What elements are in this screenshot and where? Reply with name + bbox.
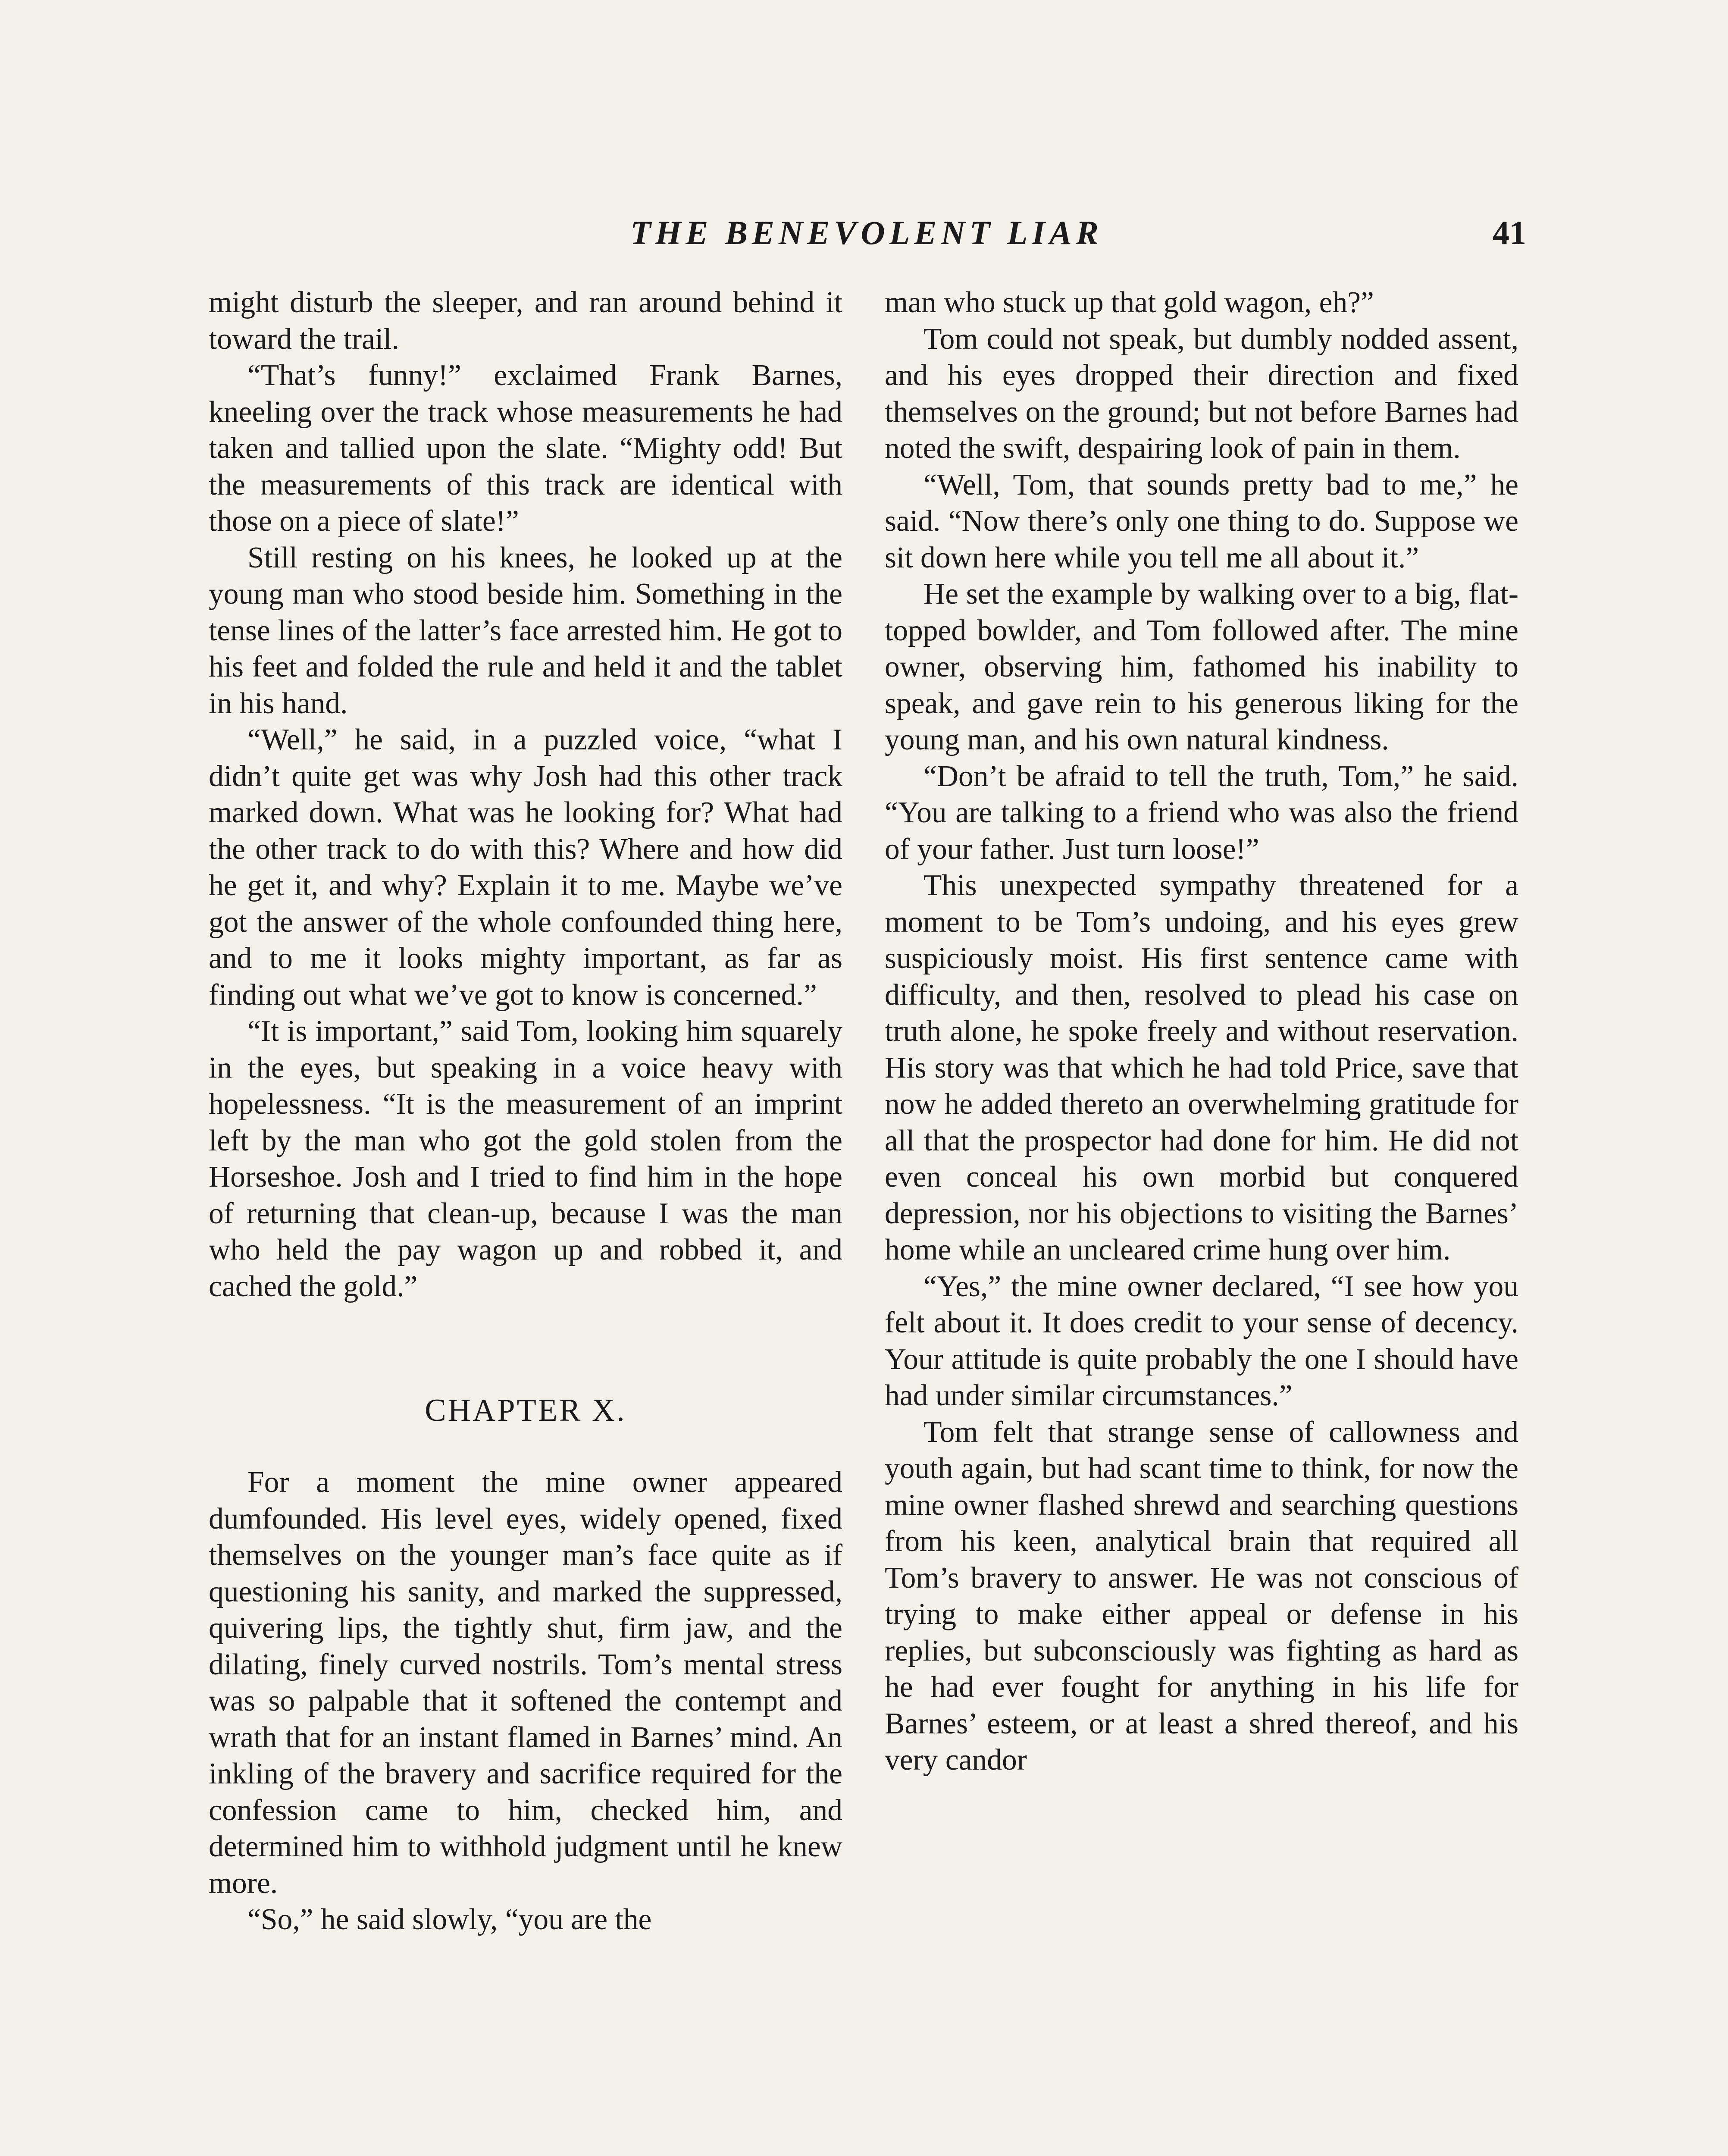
paragraph: “So,” he said slowly, “you are the [247, 1903, 652, 1936]
paragraph: “Don’t be afraid to tell the truth, Tom,” he said. “You are talking to a friend who was also the friend of your father. Just turn loose!” [885, 759, 1518, 866]
chapter-heading: CHAPTER X. [425, 1393, 626, 1428]
paragraph: man who stuck up that gold wagon, eh?” [885, 286, 1374, 319]
running-title: THE BENEVOLENT LIAR [630, 214, 1103, 251]
paragraph: “Well,” he said, in a puzzled voice, “what I didn’t quite get was why Josh had this other track marked down. What was he looking for? What had the other track to do with this? Where and how did he get it, and why? Explain it to me. Maybe we’ve got the answer of the whole confounded thing here, and to me it looks mighty important, as far as finding out what we’ve got to know is concerned.” [209, 723, 842, 1012]
paragraph: Still resting on his knees, he looked up at the young man who stood beside him. Something in the tense lines of the latter’s face arrested him. He got to his feet and folded the rule and held it and the tablet in his hand. [209, 541, 842, 720]
running-head [207, 207, 1526, 259]
paragraph: This unexpected sympathy threatened for a moment to be Tom’s undoing, and his eyes grew suspiciously moist. His first sentence came with difficulty, and then, resolved to plead his case on truth alone, he spoke freely and without reservation. His story was that which he had told Price, save that now he added thereto an overwhelming gratitude for all that the prospector had done for him. He did not even conceal his own morbid but conquered depression, nor his objections to visiting the Barnes’ home while an uncleared crime hung over him. [885, 869, 1518, 1266]
paragraph: For a moment the mine owner appeared dumfounded. His level eyes, widely opened, fixed themselves on the younger man’s face quite as if questioning his sanity, and marked the suppressed, quivering lips, the tightly shut, firm jaw, and the dilating, finely curved nostrils. Tom’s mental stress was so palpable that it softened the contempt and wrath that for an instant flamed in Barnes’ mind. An inkling of the bravery and sacrifice required for the confession came to him, checked him, and determined him to withhold judgment until he knew more. [209, 1466, 842, 1900]
paragraph: “That’s funny!” exclaimed Frank Barnes, kneeling over the track whose measurements he had taken and tallied upon the slate. “Mighty odd! But the measurements of this track are identical with those on a piece of slate!” [209, 359, 842, 538]
paragraph: “Yes,” the mine owner declared, “I see how you felt about it. It does credit to your sense of decency. Your attitude is quite probably the one I should have had under similar circumstances.” [885, 1269, 1518, 1412]
paragraph: He set the example by walking over to a big, flat-topped bowlder, and Tom followed after. The mine owner, observing him, fathomed his inability to speak, and gave rein to his generous liking for the young man, and his own natural kindness. [885, 577, 1518, 756]
paragraph: Tom could not speak, but dumbly nodded assent, and his eyes dropped their direction and fixed themselves on the ground; but not before Barnes had noted the swift, despairing look of pain in them. [885, 322, 1518, 465]
page-number: 41 [1493, 214, 1526, 251]
paragraph: might disturb the sleeper, and ran around behind it toward the trail. [209, 286, 842, 356]
paragraph: “It is important,” said Tom, looking him squarely in the eyes, but speaking in a voice heavy with hopelessness. “It is the measurement of an imprint left by the man who got the gold stolen from the Horseshoe. Josh and I tried to find him in the hope of returning that clean-up, because I was the man who held the pay wagon up and robbed it, and cached the gold.” [209, 1015, 842, 1303]
paragraph: “Well, Tom, that sounds pretty bad to me,” he said. “Now there’s only one thing to do. Suppose we sit down here while you tell me all about it.” [885, 468, 1518, 574]
left-column [209, 285, 842, 1938]
paragraph: Tom felt that strange sense of callowness and youth again, but had scant time to think, for now the mine owner flashed shrewd and searching questions from his keen, analytical brain that required all Tom’s bravery to answer. He was not conscious of trying to make either appeal or defense in his replies, but subconsciously was fighting as hard as he had ever fought for anything in his life for Barnes’ esteem, or at least a shred thereof, and his very candor [885, 1415, 1518, 1777]
right-column [885, 285, 1518, 1779]
